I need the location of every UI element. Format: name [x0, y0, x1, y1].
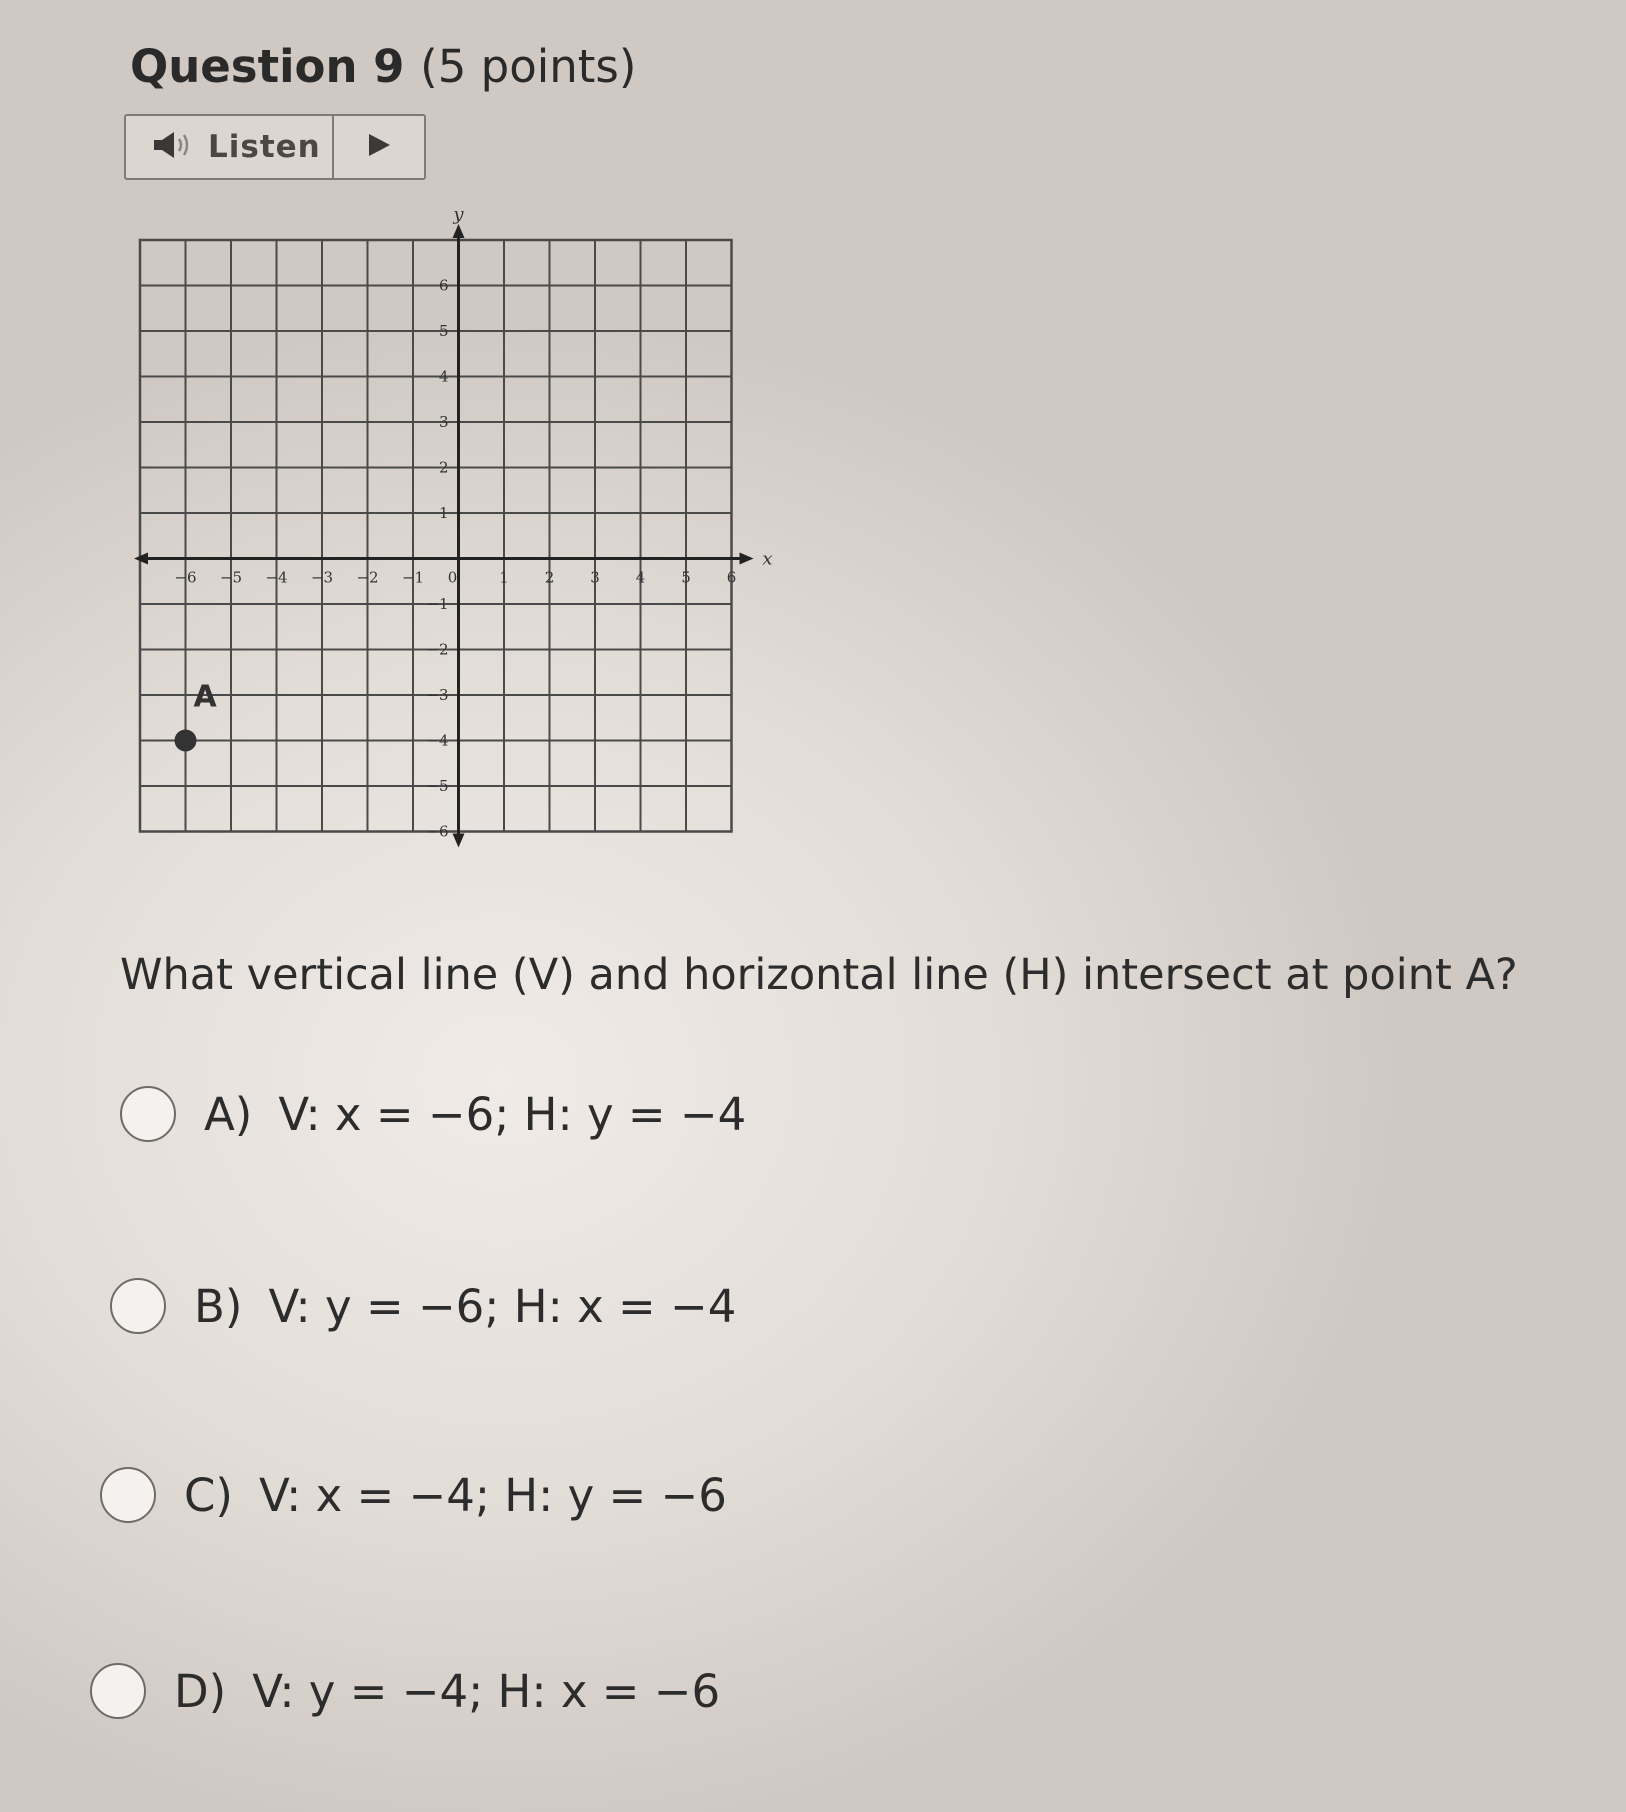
option-a-radio[interactable] — [120, 1086, 176, 1142]
question-points: (5 points) — [420, 40, 637, 93]
option-b[interactable] — [110, 1278, 736, 1334]
x-tick-label: −4 — [265, 568, 288, 587]
point-a-marker — [175, 730, 197, 752]
play-button[interactable] — [334, 116, 424, 178]
x-tick-label: −1 — [401, 568, 425, 587]
x-tick-label: −2 — [356, 568, 379, 587]
x-axis-arrow — [740, 553, 754, 565]
x-tick-label: 4 — [635, 568, 646, 587]
option-a[interactable] — [120, 1086, 746, 1142]
y-tick-label: −5 — [426, 777, 449, 795]
play-icon — [366, 132, 392, 162]
y-tick-label: 1 — [438, 504, 449, 522]
option-b-radio[interactable] — [110, 1278, 166, 1334]
x-tick-label: 6 — [726, 568, 737, 587]
y-tick-label: −6 — [426, 822, 449, 841]
y-tick-label: 3 — [438, 413, 449, 431]
option-b-letter: B) — [194, 1279, 243, 1333]
x-axis-label: x — [762, 548, 773, 570]
y-tick-label: −1 — [426, 595, 449, 613]
coordinate-graph — [140, 204, 860, 905]
point-a-label: A — [193, 679, 217, 715]
x-tick-label: −5 — [219, 568, 243, 587]
y-axis-arrow — [453, 224, 465, 238]
option-c-text: V: x = −4; H: y = −6 — [258, 1468, 727, 1522]
option-a-text: V: x = −6; H: y = −4 — [278, 1087, 747, 1141]
y-tick-label: −3 — [426, 686, 449, 704]
option-c-radio[interactable] — [100, 1467, 156, 1523]
option-d-letter: D) — [174, 1664, 227, 1718]
x-tick-label: 1 — [499, 568, 509, 587]
y-tick-label: 5 — [438, 322, 449, 340]
option-d-radio[interactable] — [90, 1663, 146, 1719]
x-tick-label: 3 — [590, 568, 600, 587]
x-tick-label: 2 — [544, 568, 555, 587]
y-tick-label: 6 — [438, 276, 449, 295]
option-d[interactable] — [90, 1663, 720, 1719]
option-c[interactable] — [100, 1467, 727, 1523]
question-number: Question 9 — [130, 40, 405, 93]
x-tick-label: −3 — [310, 568, 334, 587]
option-d-text: V: y = −4; H: x = −6 — [252, 1664, 721, 1718]
option-b-text: V: y = −6; H: x = −4 — [268, 1279, 737, 1333]
x-tick-label: 5 — [681, 568, 691, 587]
y-tick-label: −2 — [426, 640, 449, 659]
y-tick-label: 4 — [438, 367, 449, 386]
option-c-letter: C) — [184, 1468, 233, 1522]
question-text: What vertical line (V) and horizontal line (H) intersect at point A? — [120, 950, 1518, 1000]
y-axis-label: y — [453, 204, 464, 225]
x-tick-label: −6 — [174, 568, 197, 587]
listen-button[interactable] — [126, 116, 334, 178]
option-a-letter: A) — [204, 1087, 253, 1141]
x-tick-label: 0 — [447, 568, 458, 587]
listen-label: Listen — [208, 129, 321, 165]
speaker-icon — [152, 130, 208, 164]
coordinate-plane — [140, 204, 860, 905]
question-title — [130, 40, 636, 93]
y-tick-label: −4 — [426, 731, 449, 750]
y-axis-arrow-down — [453, 834, 465, 848]
y-tick-label: 2 — [438, 458, 449, 477]
listen-widget[interactable] — [124, 114, 426, 180]
